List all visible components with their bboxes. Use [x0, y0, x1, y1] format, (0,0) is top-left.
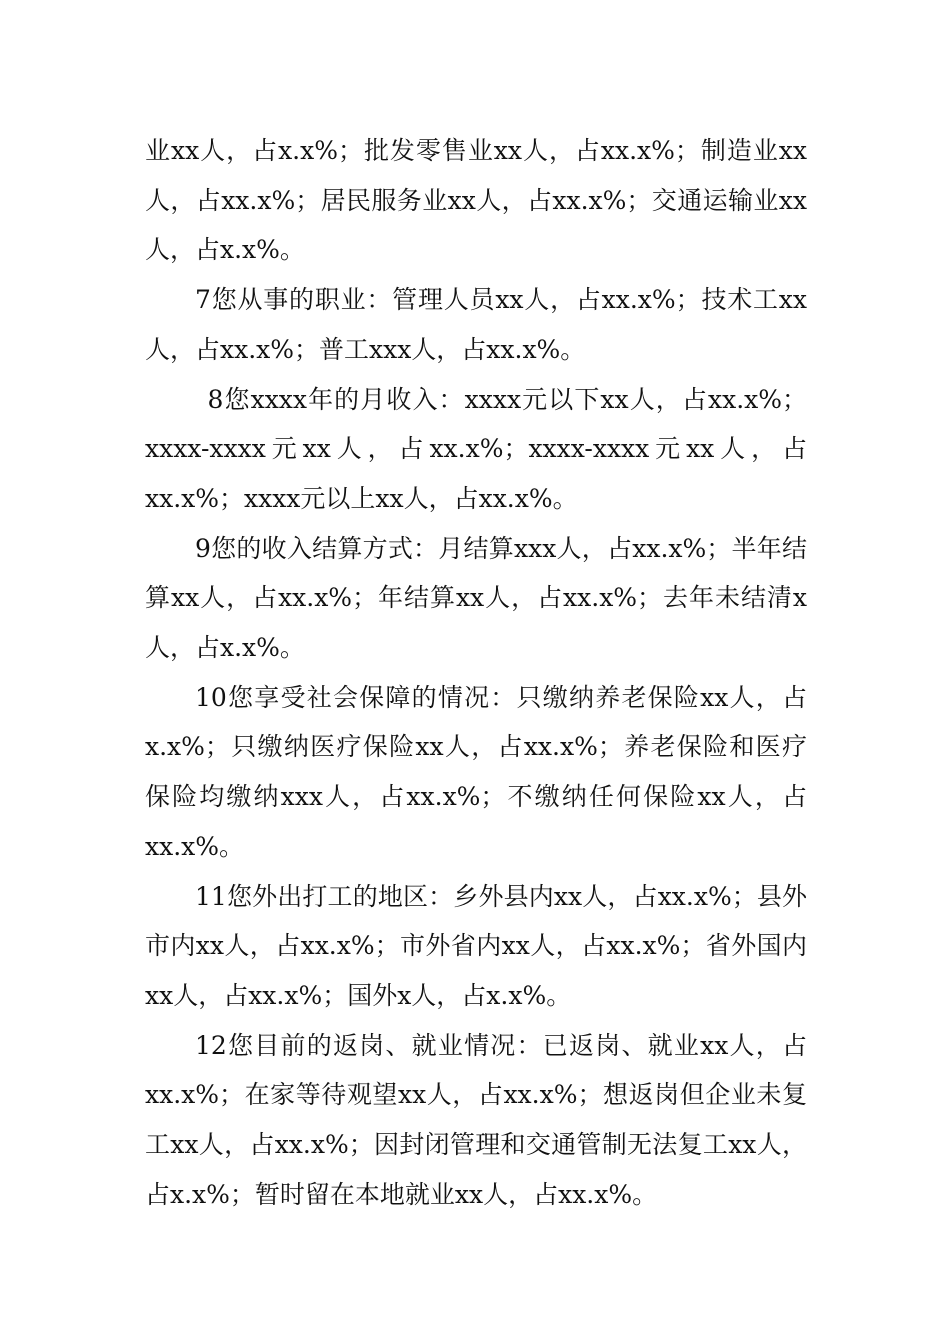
paragraph-industry-continued: 业xx人，占x.x%；批发零售业xx人，占xx.x%；制造业xx人，占xx.x%；居民服务业xx人，占xx.x%；交通运输业xx人，占x.x%。 — [145, 136, 807, 265]
paragraph-monthly-income: 8您xxxx年的月收入：xxxx元以下xx人，占xx.x%；xxxx-xxxx元xx人，占xx.x%；xxxx-xxxx元xx人，占xx.x%；xxxx元以上xx人，占xx.x%。 — [145, 384, 807, 513]
paragraph-work-region: 11您外出打工的地区：乡外县内xx人，占xx.x%；县外市内xx人，占xx.x%；市外省内xx人，占xx.x%；省外国内xx人，占xx.x%；国外x人，占x.x%。 — [145, 881, 807, 1010]
paragraph-social-security: 10您享受社会保障的情况：只缴纳养老保险xx人，占x.x%；只缴纳医疗保险xx人，占xx.x%；养老保险和医疗保险均缴纳xxx人，占xx.x%；不缴纳任何保险xx人，占xx.x%。 — [145, 682, 807, 861]
document-body — [145, 126, 807, 1219]
paragraph-settlement-method: 9您的收入结算方式：月结算xxx人，占xx.x%；半年结算xx人，占xx.x%；年结算xx人，占xx.x%；去年未结清x人，占x.x%。 — [145, 533, 807, 663]
paragraph-occupation: 7您从事的职业：管理人员xx人，占xx.x%；技术工xx人，占xx.x%；普工xxx人，占xx.x%。 — [145, 285, 807, 364]
paragraph-return-employment: 12您目前的返岗、就业情况：已返岗、就业xx人，占xx.x%；在家等待观望xx人，占xx.x%；想返岗但企业未复工xx人，占xx.x%；因封闭管理和交通管制无法复工xx人，占x.x%；暂时留在本地就业xx人，占xx.x%。 — [145, 1030, 807, 1209]
